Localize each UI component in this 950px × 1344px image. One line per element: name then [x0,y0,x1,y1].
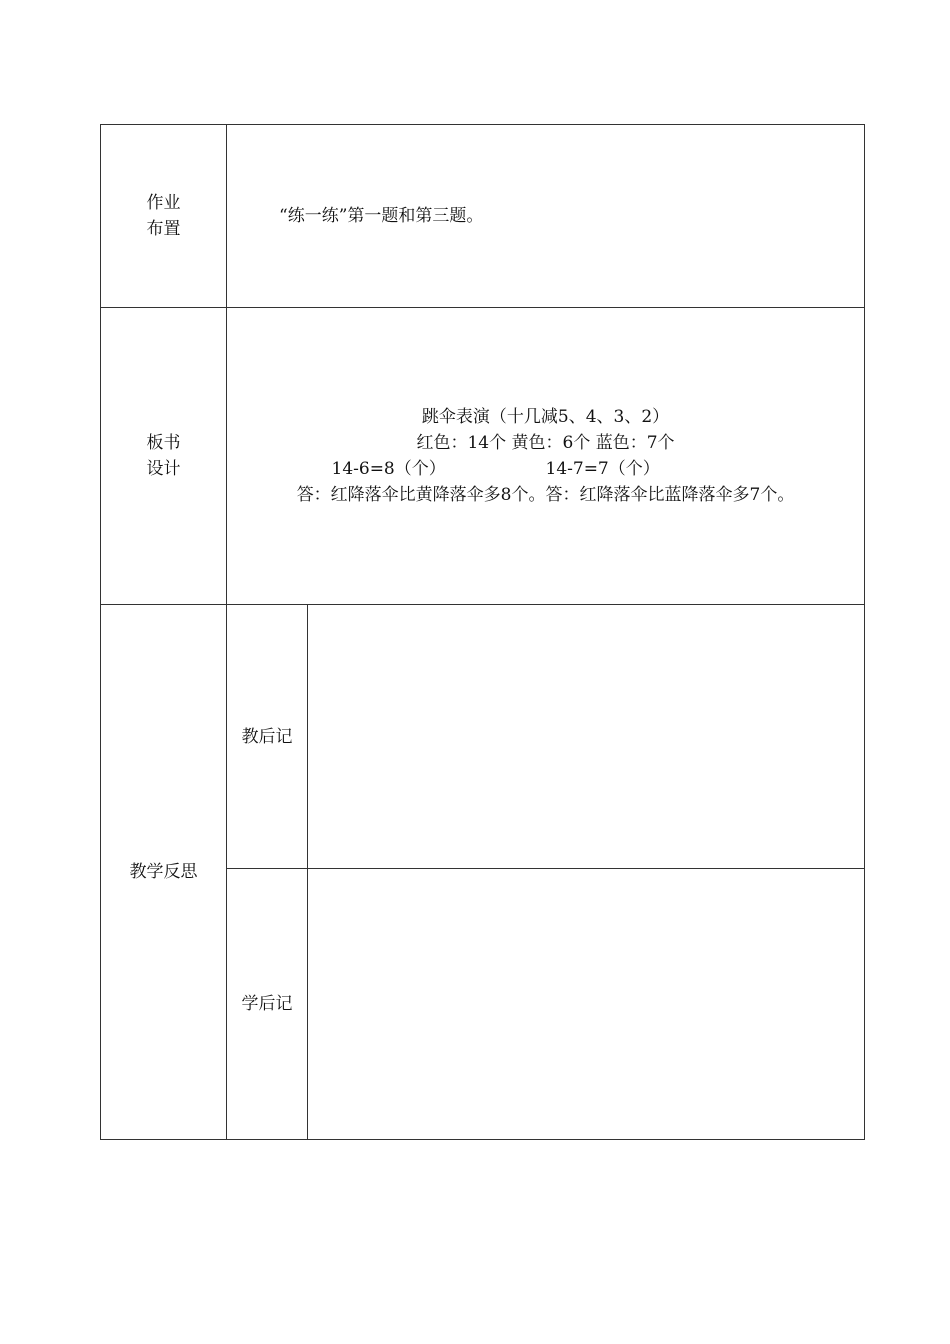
homework-label-line-1: 作业 [146,193,181,213]
board-design-label-cell [101,308,227,605]
homework-row [101,125,865,308]
board-design-colors-line: 红色：14个 黄色：6个 蓝色：7个 [416,433,675,453]
student-notes-label-cell [227,869,308,1140]
board-design-label-line-2: 设计 [146,459,181,479]
board-design-formula-row [227,456,864,482]
student-notes-content[interactable] [308,869,865,1140]
teacher-notes-label: 教后记 [241,726,293,747]
teacher-notes-content[interactable] [308,605,865,869]
teacher-notes-label-cell [227,605,308,869]
board-design-row [101,308,865,605]
board-design-answer-line: 答：红降落伞比黄降落伞多8个。答：红降落伞比蓝降落伞多7个。 [296,485,795,505]
teacher-notes-row [101,605,865,869]
homework-label-line-2: 布置 [146,219,181,239]
reflection-label: 教学反思 [129,862,198,882]
homework-content: “练一练”第一题和第三题。 [279,206,484,226]
lesson-plan-table [100,124,865,1140]
board-design-title: 跳伞表演（十几减5、4、3、2） [421,407,670,427]
homework-label-cell [101,125,227,308]
board-design-formula-right: 14-7=7（个） [545,459,660,479]
student-notes-label: 学后记 [241,994,293,1014]
board-design-formula-left: 14-6=8（个） [331,459,446,479]
board-design-label-line-1: 板书 [146,433,181,453]
board-design-content-cell [227,308,865,605]
homework-content-cell [227,125,865,308]
reflection-label-cell [101,605,227,1140]
